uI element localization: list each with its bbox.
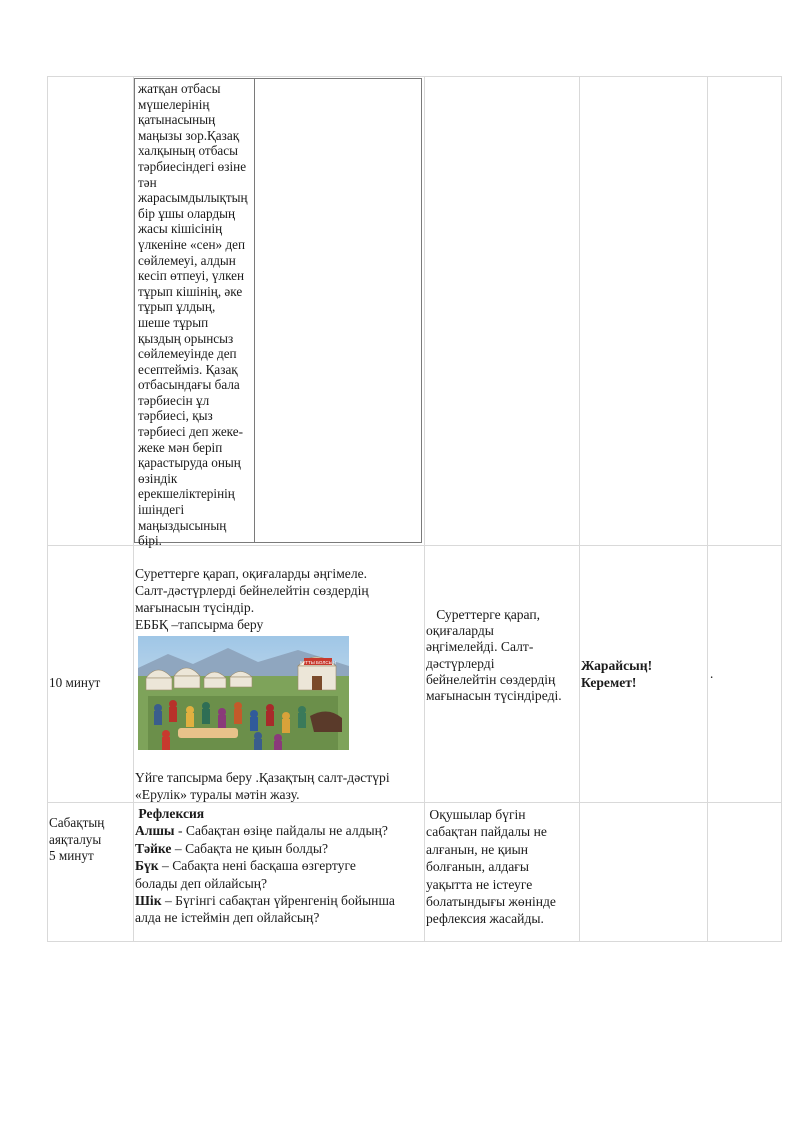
text-line: ЕББҚ –тапсырма беру <box>135 617 264 632</box>
reflection-item <box>135 857 395 874</box>
text-line: Сабақтың <box>49 815 105 830</box>
text-line: тәрбиесі, қыз <box>138 408 213 424</box>
text-line: болатындығы жөнінде <box>426 894 556 910</box>
item-sep: – <box>171 840 186 856</box>
text-line: қыздың орынсыз <box>138 330 234 346</box>
reflection-item <box>135 840 395 857</box>
text-line: әңгімелейді. Салт- <box>426 639 534 655</box>
text-line: бір ұшы олардың <box>138 205 236 221</box>
reflection-title: Рефлексия <box>135 806 205 821</box>
text-line: сөйлемеуінде деп <box>138 346 237 362</box>
text-line: Суреттерге қарап, оқиғаларды әңгімеле. <box>135 566 368 581</box>
student-reflection-text <box>426 806 556 928</box>
item-text: Сабақта нені басқаша өзгертуге <box>172 858 356 874</box>
text-line: тәрбиесін ұл <box>138 392 210 408</box>
text-line: тұрып кішінің, әке <box>138 283 243 299</box>
text-line: тәрбиесі деп жеке- <box>138 424 244 440</box>
text-line: Үйге тапсырма беру .Қазақтың салт-дәстүрі <box>135 770 390 785</box>
text-line: есептейміз. Қазақ <box>138 361 238 377</box>
text-line: шеше тұрып <box>138 314 209 330</box>
item-sep: – <box>158 858 173 874</box>
kazakh-celebration-image <box>138 636 349 750</box>
text-line: оқиғаларды <box>426 623 494 639</box>
time-label: 10 минут <box>49 675 101 690</box>
text-line: жарасымдылықтың <box>138 190 248 206</box>
text-line: жатқан отбасы <box>138 81 221 96</box>
reflection-item <box>135 892 395 909</box>
text-line: маңыздысының <box>138 517 227 533</box>
text-line: алғанын, не қиын <box>426 841 529 857</box>
nested-table <box>134 78 422 549</box>
text-line: ішіндегі <box>138 502 185 518</box>
item-text: алда не істеймін деп ойлайсың? <box>135 910 320 926</box>
student-activity-text <box>426 607 562 704</box>
assessment-text <box>581 657 652 691</box>
item-sep: - <box>174 823 186 839</box>
text-line: маңызы зор.Қазақ <box>138 127 240 143</box>
text-line: Оқушылар бүгін <box>426 807 526 822</box>
task-text <box>135 565 369 633</box>
text-line: жасы кішісінің <box>138 221 223 237</box>
item-text: Сабақта не қиын болды? <box>185 840 329 856</box>
text-line: бірі. <box>138 533 162 549</box>
item-text: Сабақтан өзіңе пайдалы не алдың? <box>185 823 388 839</box>
homework-text <box>135 769 390 803</box>
text-line: аяқталуы <box>49 831 102 847</box>
text-line: мүшелерінің <box>138 96 210 112</box>
text-line: тән <box>138 174 157 190</box>
stage-label <box>49 815 104 865</box>
col-line-5 <box>781 76 782 942</box>
col-line-2 <box>424 76 425 942</box>
table-top-border <box>47 76 782 77</box>
banner-text: ҚҰТТЫ БОЛСЫН <box>300 660 336 665</box>
text-line: өзіндік <box>138 470 178 486</box>
text-line: кесіп өтпеуі, үлкен <box>138 268 245 284</box>
text-line: тұрып ұлдың, <box>138 299 216 315</box>
item-term: Шік <box>135 893 162 909</box>
text-line: ерекшеліктерінің <box>138 486 235 502</box>
text-line: сөйлемеуі, алдын <box>138 252 236 268</box>
resource-mark: . <box>710 666 714 681</box>
item-sep: – <box>161 893 176 909</box>
table-bottom-border <box>47 941 782 942</box>
text-line: халқының отбасы <box>138 143 238 159</box>
item-term: Алшы <box>135 823 175 839</box>
item-text: болады деп ойлайсың? <box>135 875 268 891</box>
text-line: уақытта не істеуге <box>426 876 533 892</box>
text-line: 5 минут <box>49 848 94 863</box>
text-line: бейнелейтін сөздердің <box>426 671 556 687</box>
item-term: Бүк <box>135 858 159 874</box>
text-line: болғанын, алдағы <box>426 859 530 875</box>
col-line-3 <box>579 76 580 942</box>
text-line: Салт-дәстүрлерді бейнелейтін сөздердің <box>135 583 369 598</box>
text-line: Жарайсың! <box>581 658 653 673</box>
text-line: мағынасын түсіндіреді. <box>426 688 562 704</box>
text-line: рефлексия жасайды. <box>426 911 544 927</box>
item-text: Бүгінгі сабақтан үйренгенің бойынша <box>175 893 395 909</box>
reflection-block <box>135 805 395 927</box>
text-line: отбасындағы бала <box>138 377 240 393</box>
text-line: мағынасын түсіндір. <box>135 600 255 615</box>
text-line: Суреттерге қарап, <box>426 607 541 622</box>
reflection-item <box>135 875 395 892</box>
reflection-item <box>135 909 395 926</box>
text-line: үлкеніне «сен» деп <box>138 236 246 252</box>
text-line: қарастыруда оның <box>138 455 241 471</box>
text-line: сабақтан пайдалы не <box>426 824 547 840</box>
text-line: дәстүрлерді <box>426 655 495 671</box>
nested-table-divider <box>254 79 255 542</box>
text-line: «Ерулік» туралы мәтін жазу. <box>135 787 300 802</box>
text-line: қатынасының <box>138 112 216 128</box>
text-line: тәрбиесіндегі өзіне <box>138 158 247 174</box>
reflection-item <box>135 822 395 839</box>
family-upbringing-text <box>138 81 252 549</box>
col-line-0 <box>47 76 48 942</box>
col-line-4 <box>707 76 708 942</box>
text-line: Керемет! <box>581 675 637 690</box>
text-line: жеке мән беріп <box>138 439 223 455</box>
item-term: Тәйке <box>135 840 172 856</box>
